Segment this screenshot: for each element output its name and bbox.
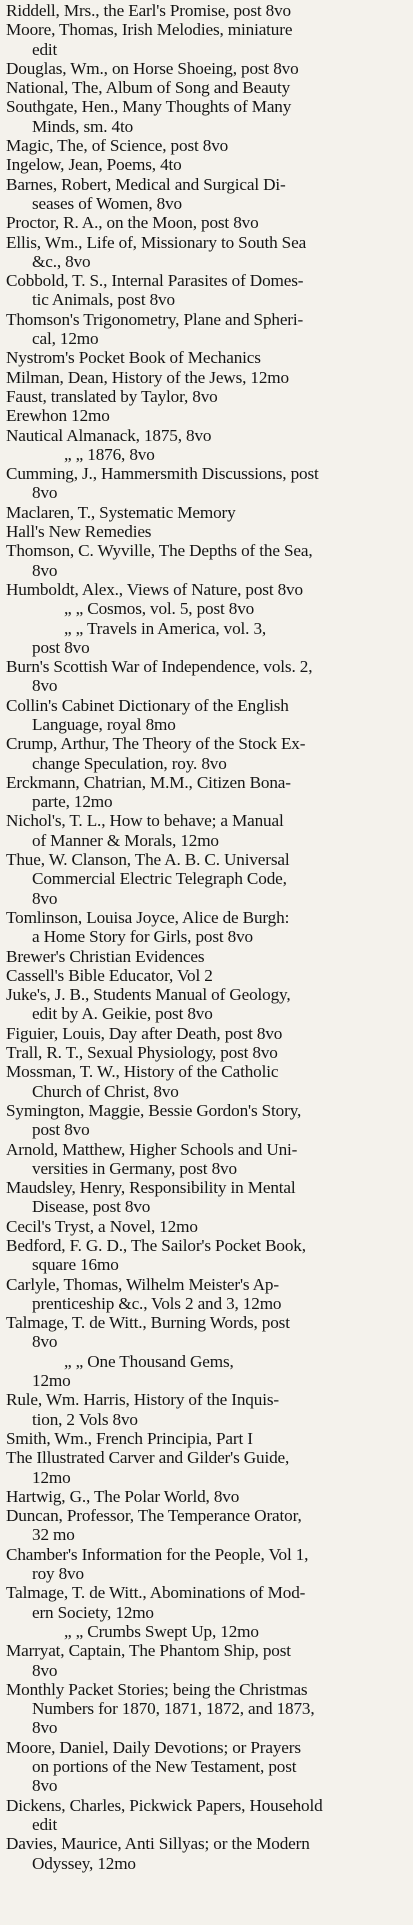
entry-line: Tomlinson, Louisa Joyce, Alice de Burgh: [6, 907, 290, 927]
entry-continuation: 8vo [32, 483, 58, 503]
entry-line: Proctor, R. A., on the Moon, post 8vo [6, 213, 259, 233]
entry-line: Southgate, Hen., Many Thoughts of Many [6, 97, 292, 117]
book-entry [6, 310, 409, 349]
entry-line: Symington, Maggie, Bessie Gordon's Story, [6, 1100, 302, 1120]
entry-continuation: tion, 2 Vols 8vo [32, 1409, 138, 1429]
entry-continuation: edit by A. Geikie, post 8vo [32, 1004, 213, 1024]
entry-line: Barnes, Robert, Medical and Surgical Di- [6, 174, 286, 194]
book-entry [6, 1448, 409, 1487]
entry-line: Bedford, F. G. D., The Sailor's Pocket Book, [6, 1236, 306, 1255]
book-entry [6, 908, 409, 947]
book-entry [6, 348, 409, 367]
book-entry [6, 1, 409, 20]
entry-line: Milman, Dean, History of the Jews, 12mo [6, 367, 289, 387]
entry-line: Figuier, Louis, Day after Death, post 8vo [6, 1023, 283, 1043]
book-entry [6, 136, 409, 155]
entry-line: Ingelow, Jean, Poems, 4to [6, 155, 182, 175]
book-entry [6, 368, 409, 387]
book-entry [6, 1101, 409, 1140]
book-entry [6, 445, 409, 464]
book-entry [6, 522, 409, 541]
book-entry [6, 464, 409, 503]
entry-line: Trall, R. T., Sexual Physiology, post 8vo [6, 1043, 278, 1063]
entry-continuation: a Home Story for Girls, post 8vo [32, 927, 254, 947]
book-entry [6, 657, 409, 696]
book-entry [6, 1834, 409, 1873]
book-entry [6, 1352, 409, 1391]
entry-continuation: tic Animals, post 8vo [32, 290, 175, 310]
entry-continuation: Commercial Electric Telegraph Code, [32, 869, 287, 889]
entry-line: „ „ One Thousand Gems, [64, 1351, 234, 1371]
book-entry [6, 1680, 409, 1738]
entry-line: Juke's, J. B., Students Manual of Geology, [6, 985, 291, 1005]
book-entry [6, 1275, 409, 1314]
entry-line: Hartwig, G., The Polar World, 8vo [6, 1486, 240, 1506]
entry-line: Duncan, Professor, The Temperance Orator, [6, 1506, 302, 1526]
entry-continuation: 8vo [32, 1776, 58, 1796]
book-entry [6, 1429, 409, 1448]
book-entry [6, 271, 409, 310]
entry-line: Nautical Almanack, 1875, 8vo [6, 425, 212, 445]
entry-continuation: of Manner & Morals, 12mo [32, 830, 219, 850]
book-entry [6, 1178, 409, 1217]
entry-continuation: ern Society, 12mo [32, 1602, 154, 1622]
entry-continuation: 8vo [32, 676, 58, 696]
book-entry [6, 1313, 409, 1352]
entry-line: Hall's New Remedies [6, 522, 152, 542]
book-entry [6, 155, 409, 174]
entry-line: Thomson, C. Wyville, The Depths of the Sea, [6, 541, 313, 561]
entry-continuation: on portions of the New Testament, post [32, 1757, 297, 1777]
book-entry [6, 1641, 409, 1680]
book-entry [6, 696, 409, 735]
book-entry [6, 850, 409, 908]
book-entry [6, 1583, 409, 1622]
entry-line: Brewer's Christian Evidences [6, 946, 205, 966]
book-entry [6, 97, 409, 136]
entry-continuation: prenticeship &c., Vols 2 and 3, 12mo [32, 1293, 282, 1313]
entry-line: Arnold, Matthew, Higher Schools and Uni- [6, 1139, 298, 1159]
entry-line: „ „ Crumbs Swept Up, 12mo [64, 1621, 259, 1641]
entry-line: Talmage, T. de Witt., Abominations of Mod- [6, 1583, 306, 1603]
entry-continuation: 8vo [32, 1718, 58, 1738]
entry-continuation: cal, 12mo [32, 329, 99, 349]
entry-line: Mossman, T. W., History of the Catholic [6, 1062, 279, 1082]
entry-line: Moore, Daniel, Daily Devotions; or Prayers [6, 1737, 301, 1757]
entry-line: Thomson's Trigonometry, Plane and Spheri- [6, 309, 304, 329]
book-entry [6, 541, 409, 580]
book-entry [6, 1506, 409, 1545]
entry-continuation: 32 mo [32, 1525, 75, 1545]
book-entry [6, 233, 409, 272]
book-entry [6, 773, 409, 812]
entry-line: Talmage, T. de Witt., Burning Words, post [6, 1313, 290, 1333]
entry-continuation: versities in Germany, post 8vo [32, 1158, 237, 1178]
entry-continuation: Minds, sm. 4to [32, 116, 134, 136]
entry-continuation: square 16mo [32, 1255, 119, 1275]
entry-continuation: 12mo [32, 1371, 71, 1391]
entry-line: Smith, Wm., French Principia, Part I [6, 1428, 253, 1448]
entry-line: „ „ Travels in America, vol. 3, [64, 618, 267, 638]
book-entry [6, 175, 409, 214]
entry-continuation: &c., 8vo [32, 251, 91, 271]
book-entry [6, 1140, 409, 1179]
book-entry [6, 580, 409, 599]
entry-line: „ „ 1876, 8vo [64, 444, 155, 464]
entry-continuation: Odyssey, 12mo [32, 1853, 136, 1873]
entry-continuation: edit [32, 39, 58, 59]
entry-continuation: 8vo [32, 1332, 58, 1352]
book-entry [6, 1796, 409, 1835]
entry-continuation: edit [32, 1814, 58, 1834]
entry-line: Douglas, Wm., on Horse Shoeing, post 8vo [6, 58, 299, 78]
book-entry [6, 406, 409, 425]
book-entry [6, 1043, 409, 1062]
entry-line: Magic, The, of Science, post 8vo [6, 136, 229, 156]
book-entry [6, 947, 409, 966]
entry-continuation: change Speculation, roy. 8vo [32, 753, 227, 773]
entry-continuation: 8vo [32, 1660, 58, 1680]
entry-line: Humboldt, Alex., Views of Nature, post 8vo [6, 579, 303, 599]
entry-continuation: post 8vo [32, 1120, 90, 1140]
book-entry [6, 1622, 409, 1641]
entry-continuation: 12mo [32, 1467, 71, 1487]
book-entry [6, 20, 409, 59]
entry-line: Erewhon 12mo [6, 406, 110, 426]
book-entry [6, 599, 409, 618]
book-entry [6, 1024, 409, 1043]
book-entry [6, 966, 409, 985]
book-entry [6, 1738, 409, 1796]
book-entry [6, 619, 409, 658]
entry-line: Ellis, Wm., Life of, Missionary to South Sea [6, 232, 307, 252]
entry-line: Chamber's Information for the People, Vol 1, [6, 1544, 309, 1564]
entry-line: Moore, Thomas, Irish Melodies, miniature [6, 20, 293, 40]
entry-continuation: 8vo [32, 888, 58, 908]
entry-continuation: roy 8vo [32, 1564, 84, 1584]
book-entry [6, 503, 409, 522]
entry-continuation: Disease, post 8vo [32, 1197, 151, 1217]
entry-line: Carlyle, Thomas, Wilhelm Meister's Ap- [6, 1274, 279, 1294]
entry-line: Erckmann, Chatrian, M.M., Citizen Bona- [6, 772, 291, 792]
entry-line: Davies, Maurice, Anti Sillyas; or the Modern [6, 1834, 310, 1854]
entry-line: Nystrom's Pocket Book of Mechanics [6, 348, 261, 368]
entry-continuation: Church of Christ, 8vo [32, 1081, 179, 1101]
entry-line: Maudsley, Henry, Responsibility in Mental [6, 1178, 296, 1198]
book-entry [6, 1487, 409, 1506]
book-entry [6, 78, 409, 97]
entry-continuation: parte, 12mo [32, 792, 113, 812]
entry-line: Cecil's Tryst, a Novel, 12mo [6, 1216, 198, 1236]
entry-line: National, The, Album of Song and Beauty [6, 78, 291, 98]
book-entry [6, 1390, 409, 1429]
book-entry [6, 734, 409, 773]
entry-continuation: 8vo [32, 560, 58, 580]
entry-continuation: Language, royal 8mo [32, 714, 176, 734]
entry-line: Cassell's Bible Educator, Vol 2 [6, 965, 213, 985]
entry-line: The Illustrated Carver and Gilder's Guide, [6, 1448, 290, 1468]
entry-line: Cobbold, T. S., Internal Parasites of Domes- [6, 271, 304, 291]
entry-line: Rule, Wm. Harris, History of the Inquis- [6, 1390, 279, 1410]
entry-line: Marryat, Captain, The Phantom Ship, post [6, 1641, 291, 1661]
entry-line: Nichol's, T. L., How to behave; a Manual [6, 811, 284, 831]
book-entry [6, 213, 409, 232]
entry-line: Monthly Packet Stories; being the Christmas [6, 1679, 308, 1699]
entry-line: Thue, W. Clanson, The A. B. C. Universal [6, 850, 290, 870]
entry-line: Dickens, Charles, Pickwick Papers, Household [6, 1795, 323, 1815]
book-entry [6, 426, 409, 445]
entry-line: Riddell, Mrs., the Earl's Promise, post 8vo [6, 1, 291, 20]
book-entry [6, 1217, 409, 1236]
book-entry [6, 1062, 409, 1101]
entry-line: Burn's Scottish War of Independence, vols. 2, [6, 657, 313, 677]
entry-line: „ „ Cosmos, vol. 5, post 8vo [64, 599, 255, 619]
book-entry [6, 811, 409, 850]
book-entry [6, 59, 409, 78]
entry-continuation: seases of Women, 8vo [32, 193, 182, 213]
book-entry [6, 1545, 409, 1584]
entry-continuation: post 8vo [32, 637, 90, 657]
entry-line: Collin's Cabinet Dictionary of the English [6, 695, 289, 715]
book-entry [6, 1236, 409, 1275]
entry-line: Faust, translated by Taylor, 8vo [6, 386, 218, 406]
entry-line: Cumming, J., Hammersmith Discussions, post [6, 464, 319, 484]
book-entry [6, 985, 409, 1024]
entry-line: Maclaren, T., Systematic Memory [6, 502, 236, 522]
book-entry [6, 387, 409, 406]
entry-continuation: Numbers for 1870, 1871, 1872, and 1873, [32, 1699, 315, 1719]
entry-line: Crump, Arthur, The Theory of the Stock Ex- [6, 734, 306, 754]
